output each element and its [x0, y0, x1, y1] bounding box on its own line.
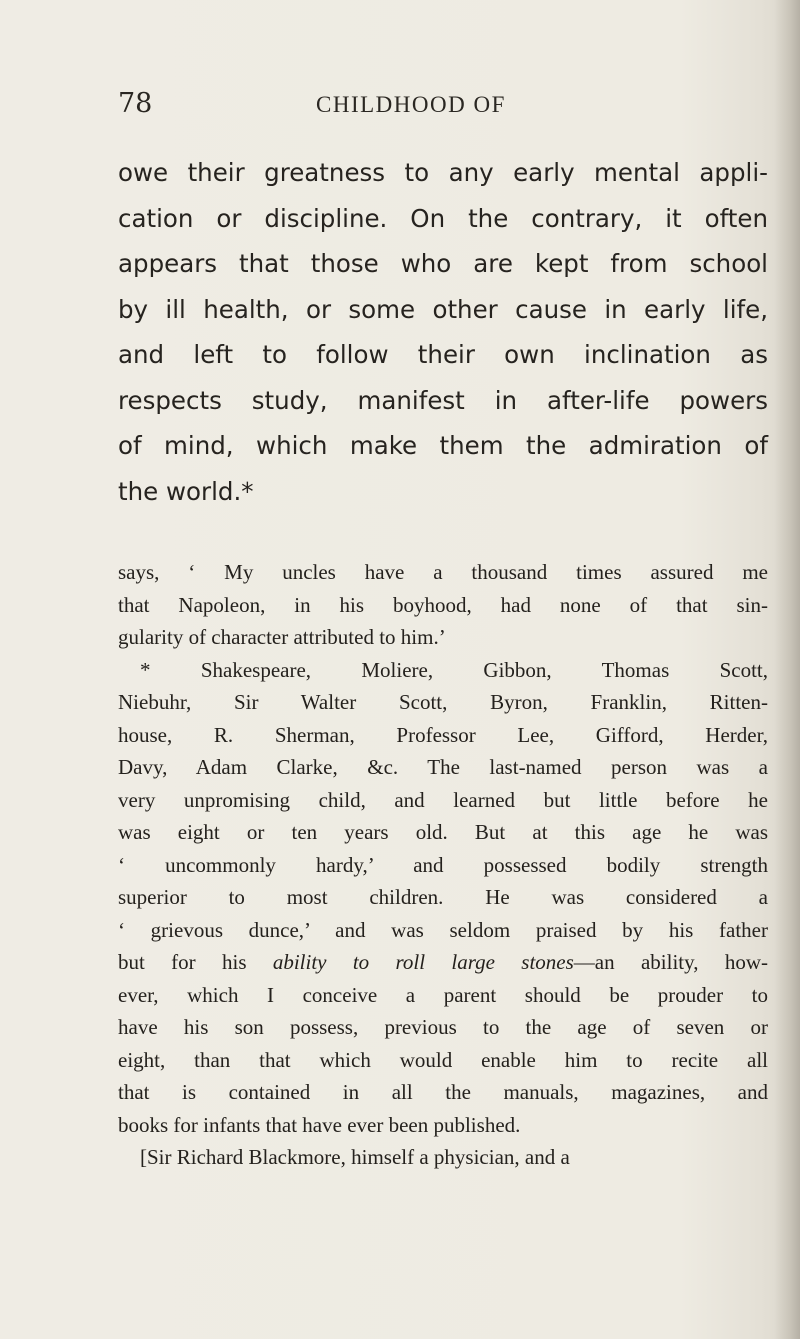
footnote-line: Niebuhr, Sir Walter Scott, Byron, Franklin, Ritten- [118, 690, 768, 714]
text-line: owe their greatness to any early mental appli- [118, 158, 768, 187]
footnote-line: have his son possess, previous to the age of seven or [118, 1015, 768, 1039]
footnote-line: house, R. Sherman, Professor Lee, Gifford, Herder, [118, 722, 768, 747]
text-line: the world.* [118, 476, 254, 506]
text-line: respects study, manifest in after-life powers [118, 385, 768, 415]
footnote-line: superior to most children. He was considered a [118, 885, 768, 909]
footnote-line: * Shakespeare, Moliere, Gibbon, Thomas Scott, [140, 657, 768, 682]
text-line: cation or discipline. On the contrary, it often [118, 203, 768, 233]
footnote-text: —an ability, how- [573, 950, 768, 974]
footnote-line: says, ‘ My uncles have a thousand times assured me [118, 560, 768, 584]
footnote-line: that Napoleon, in his boyhood, had none of that sin- [118, 592, 768, 617]
text-line: of mind, which make them the admiration of [118, 431, 768, 460]
text-line: and left to follow their own inclination as [118, 340, 768, 369]
footnote-text: but for his [118, 950, 273, 974]
footnote-line: ‘ grievous dunce,’ and was seldom praised by his father [118, 917, 768, 942]
footnote-line: gularity of character attributed to him.’ [118, 625, 446, 649]
footnote-line: very unpromising child, and learned but little before he [118, 787, 768, 812]
footnotes [118, 556, 768, 1174]
footnote-line: was eight or ten years old. But at this age he was [118, 820, 768, 844]
italic-phrase: ability to roll large stones [272, 950, 574, 974]
footnote-line: ever, which I conceive a parent should be prouder to [118, 982, 768, 1007]
running-head: CHILDHOOD OF [316, 92, 506, 117]
footnote-line: that is contained in all the manuals, magazines, and [118, 1080, 768, 1104]
footnote-line: eight, than that which would enable him to recite all [118, 1047, 768, 1072]
footnote-line: ‘ uncommonly hardy,’ and possessed bodily strength [118, 852, 768, 877]
footnote-line: [Sir Richard Blackmore, himself a physician, and a [140, 1145, 570, 1169]
footnote-line: Davy, Adam Clarke, &c. The last-named person was a [118, 755, 768, 779]
page-number: 78 [118, 88, 153, 119]
text-line: appears that those who are kept from school [118, 249, 768, 278]
page-edge-shadow [774, 0, 800, 1339]
footnote-line: books for infants that have ever been published. [118, 1112, 521, 1137]
footnote-line-with-italic [118, 946, 768, 979]
text-line: by ill health, or some other cause in early life, [118, 294, 768, 324]
main-paragraph [118, 150, 768, 514]
page-header [0, 88, 800, 128]
